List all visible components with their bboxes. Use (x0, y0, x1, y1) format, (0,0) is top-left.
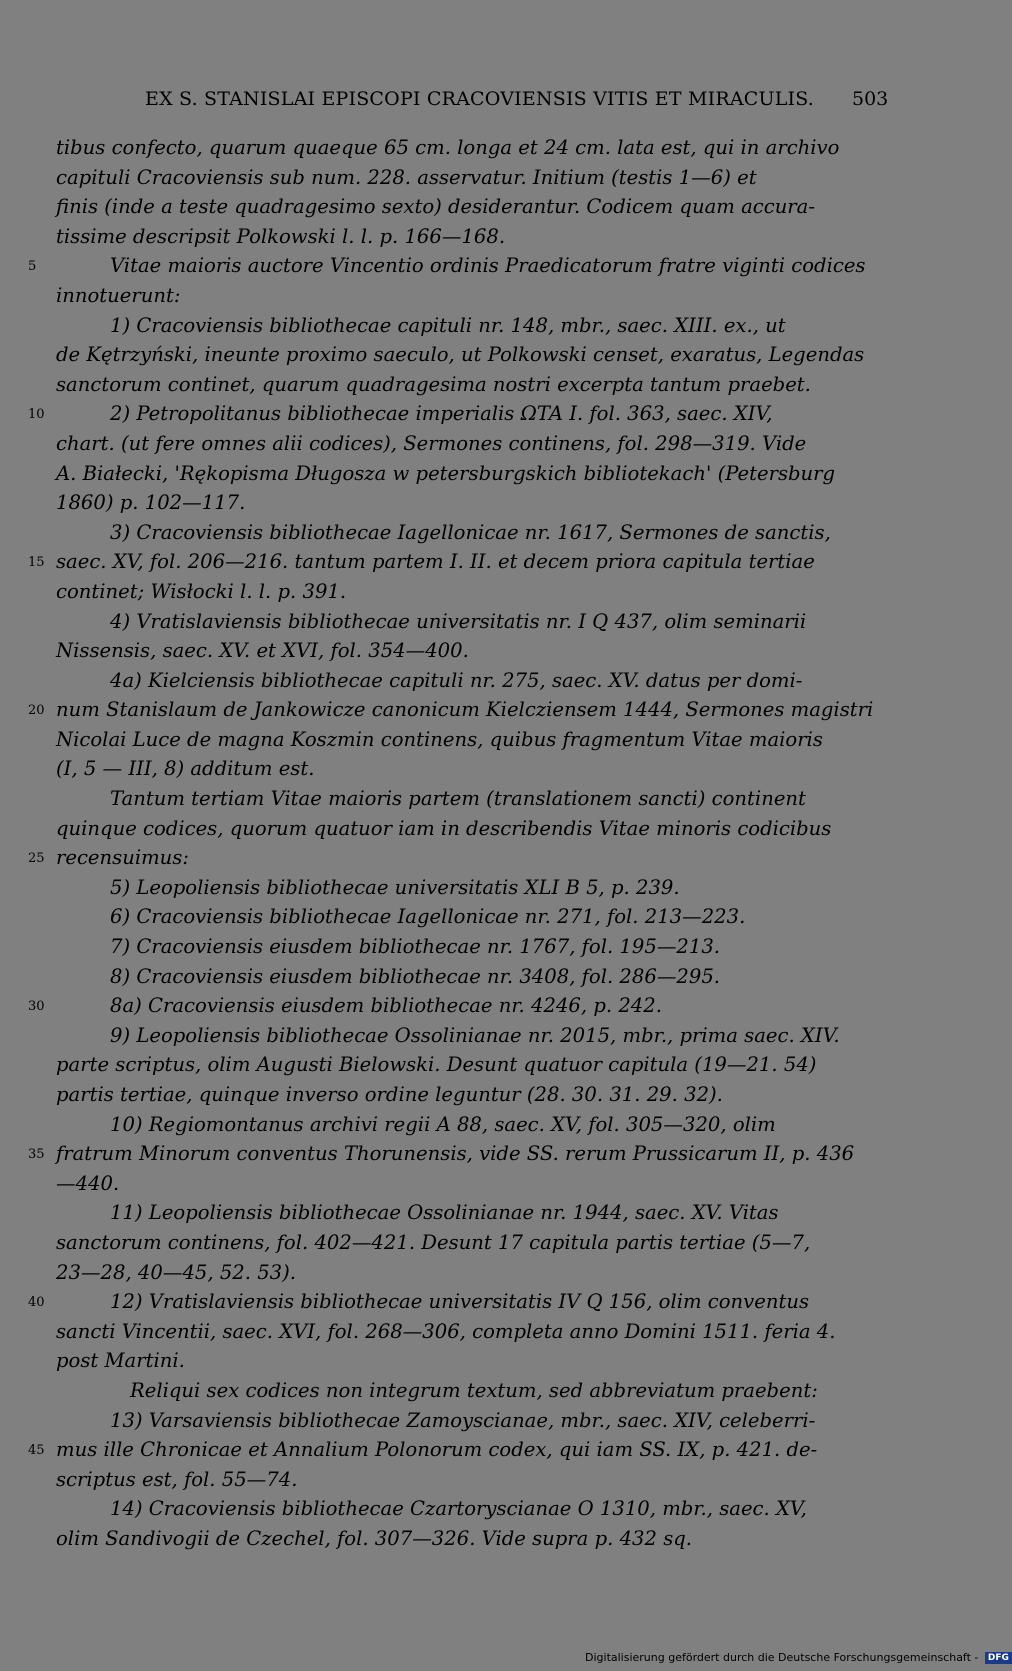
line-text: 7) Cracoviensis eiusdem bibliothecae nr. 1767, fol. 195—213. (110, 935, 721, 959)
text-line (0, 1435, 1000, 1465)
line-text: fratrum Minorum conventus Thorunensis, vide SS. rerum Prussicarum II, p. 436 (56, 1142, 855, 1166)
body-text (0, 133, 1000, 1554)
line-text: 14) Cracoviensis bibliothecae Czartoryscianae O 1310, mbr., saec. XV, (110, 1497, 807, 1521)
line-text: 1860) p. 102—117. (56, 491, 246, 515)
text-line (0, 311, 1000, 341)
line-text: 13) Varsaviensis bibliothecae Zamoyscianae, mbr., saec. XIV, celeberri- (110, 1408, 816, 1432)
line-text: parte scriptus, olim Augusti Bielowski. Desunt quatuor capitula (19—21. 54) (56, 1053, 817, 1077)
line-number: 45 (28, 1443, 45, 1459)
line-number: 10 (28, 407, 45, 423)
text-line (0, 1228, 1000, 1258)
line-text: Tantum tertiam Vitae maioris partem (translationem sancti) continent (110, 787, 806, 811)
text-line (0, 192, 1000, 222)
text-line (0, 725, 1000, 755)
line-text: tissime descripsit Polkowski l. l. p. 166—168. (56, 224, 506, 248)
text-line (0, 1139, 1000, 1169)
text-line (0, 133, 1000, 163)
running-head: EX S. STANISLAI EPISCOPI CRACOVIENSIS VITIS ET MIRACULIS. (145, 88, 814, 110)
line-text: Reliqui sex codices non integrum textum, sed abbreviatum praebent: (130, 1378, 818, 1402)
text-line (0, 163, 1000, 193)
line-text: —440. (56, 1171, 120, 1195)
line-text: innotuerunt: (56, 283, 181, 307)
line-number: 5 (28, 259, 37, 275)
line-number: 35 (28, 1147, 45, 1163)
text-line (0, 1524, 1000, 1554)
line-text: partis tertiae, quinque inverso ordine leguntur (28. 30. 31. 29. 32). (56, 1083, 723, 1106)
line-text: scriptus est, fol. 55—74. (56, 1467, 298, 1491)
line-number: 20 (28, 703, 45, 719)
line-text: 6) Cracoviensis bibliothecae Iagellonicae nr. 271, fol. 213—223. (110, 905, 746, 929)
line-number: 40 (28, 1295, 45, 1311)
line-text: 11) Leopoliensis bibliothecae Ossolinianae nr. 1944, saec. XV. Vitas (110, 1201, 779, 1225)
text-line (0, 1080, 1000, 1110)
text-line (0, 666, 1000, 696)
text-line (0, 429, 1000, 459)
line-text: de Kętrzyński, ineunte proximo saeculo, ut Polkowski censet, exaratus, Legendas (56, 343, 865, 367)
text-line (0, 784, 1000, 814)
line-text: finis (inde a teste quadragesimo sexto) desiderantur. Codicem quam accura- (56, 195, 815, 219)
line-text: sanctorum continens, fol. 402—421. Desunt 17 capitula partis tertiae (5—7, (56, 1230, 811, 1254)
text-line (0, 962, 1000, 992)
line-text: 8) Cracoviensis eiusdem bibliothecae nr. 3408, fol. 286—295. (110, 964, 721, 988)
text-line (0, 1346, 1000, 1376)
text-line (0, 1198, 1000, 1228)
line-text: sanctorum continet, quarum quadragesima nostri excerpta tantum praebet. (56, 372, 811, 396)
line-text: Nicolai Luce de magna Koszmin continens, quibus fragmentum Vitae maioris (56, 727, 823, 751)
text-line (0, 1317, 1000, 1347)
text-line (0, 488, 1000, 518)
text-line (0, 873, 1000, 903)
line-text: saec. XV, fol. 206—216. tantum partem I. II. et decem priora capitula tertiae (56, 550, 815, 574)
line-text: recensuimus: (56, 846, 189, 870)
line-text: capituli Cracoviensis sub num. 228. asservatur. Initium (testis 1—6) et (56, 165, 757, 189)
text-line (0, 1169, 1000, 1199)
footer-text: Digitalisierung gefördert durch die Deutsche Forschungsgemeinschaft - (585, 1651, 979, 1664)
text-line (0, 1406, 1000, 1436)
line-text: 2) Petropolitanus bibliothecae imperialis ΩTA I. fol. 363, saec. XIV, (110, 402, 773, 426)
text-line (0, 222, 1000, 252)
text-line (0, 251, 1000, 281)
text-line (0, 695, 1000, 725)
line-text: Nissensis, saec. XV. et XVI, fol. 354—400. (56, 639, 469, 663)
page-number: 503 (852, 88, 889, 110)
text-line (0, 547, 1000, 577)
line-text: 12) Vratislaviensis bibliothecae universitatis IV Q 156, olim conventus (110, 1290, 810, 1314)
text-line (0, 843, 1000, 873)
text-line (0, 281, 1000, 311)
line-text: 5) Leopoliensis bibliothecae universitatis XLI B 5, p. 239. (110, 875, 680, 899)
text-line (0, 636, 1000, 666)
line-number: 25 (28, 851, 45, 867)
line-text: 8a) Cracoviensis eiusdem bibliothecae nr. 4246, p. 242. (110, 994, 662, 1018)
line-text: Vitae maioris auctore Vincentio ordinis Praedicatorum fratre viginti codices (110, 254, 866, 278)
page-header (0, 88, 1000, 118)
text-line (0, 340, 1000, 370)
footer (585, 1651, 1012, 1664)
text-line (0, 607, 1000, 637)
line-text: sancti Vincentii, saec. XVI, fol. 268—306, completa anno Domini 1511. feria 4. (56, 1319, 836, 1343)
text-line (0, 991, 1000, 1021)
text-line (0, 932, 1000, 962)
text-line (0, 1376, 1000, 1406)
text-line (0, 902, 1000, 932)
dfg-logo: DFG (985, 1652, 1012, 1664)
line-text: continet; Wisłocki l. l. p. 391. (56, 579, 347, 603)
line-number: 15 (28, 555, 45, 571)
text-line (0, 1494, 1000, 1524)
text-line (0, 1110, 1000, 1140)
line-text: post Martini. (56, 1349, 185, 1373)
text-line (0, 754, 1000, 784)
line-text: A. Białecki, 'Rękopisma Długosza w petersburgskich bibliotekach' (Petersburg (56, 461, 836, 485)
line-text: mus ille Chronicae et Annalium Polonorum codex, qui iam SS. IX, p. 421. de- (56, 1438, 818, 1462)
line-text: chart. (ut fere omnes alii codices), Sermones continens, fol. 298—319. Vide (56, 431, 807, 455)
line-text: 9) Leopoliensis bibliothecae Ossolinianae nr. 2015, mbr., prima saec. XIV. (110, 1023, 840, 1047)
text-line (0, 459, 1000, 489)
line-text: 1) Cracoviensis bibliothecae capituli nr. 148, mbr., saec. XIII. ex., ut (110, 313, 786, 337)
line-text: 4) Vratislaviensis bibliothecae universitatis nr. I Q 437, olim seminarii (110, 609, 807, 633)
text-line (0, 518, 1000, 548)
line-text: 10) Regiomontanus archivi regii A 88, saec. XV, fol. 305—320, olim (110, 1112, 776, 1136)
text-line (0, 1287, 1000, 1317)
line-text: 4a) Kielciensis bibliothecae capituli nr. 275, saec. XV. datus per domi- (110, 668, 803, 692)
text-line (0, 370, 1000, 400)
line-text: (I, 5 — III, 8) additum est. (56, 757, 315, 781)
line-text: quinque codices, quorum quatuor iam in describendis Vitae minoris codicibus (56, 816, 832, 840)
line-text: tibus confecto, quarum quaeque 65 cm. longa et 24 cm. lata est, qui in archivo (56, 136, 840, 159)
line-number: 30 (28, 999, 45, 1015)
text-line (0, 1465, 1000, 1495)
line-text: num Stanislaum de Jankowicze canonicum Kielcziensem 1444, Sermones magistri (56, 698, 874, 722)
line-text: olim Sandivogii de Czechel, fol. 307—326. Vide supra p. 432 sq. (56, 1526, 693, 1550)
text-line (0, 1258, 1000, 1288)
line-text: 23—28, 40—45, 52. 53). (56, 1260, 297, 1284)
text-line (0, 399, 1000, 429)
text-line (0, 814, 1000, 844)
line-text: 3) Cracoviensis bibliothecae Iagellonicae nr. 1617, Sermones de sanctis, (110, 520, 831, 544)
text-line (0, 1021, 1000, 1051)
text-line (0, 1050, 1000, 1080)
text-line (0, 577, 1000, 607)
